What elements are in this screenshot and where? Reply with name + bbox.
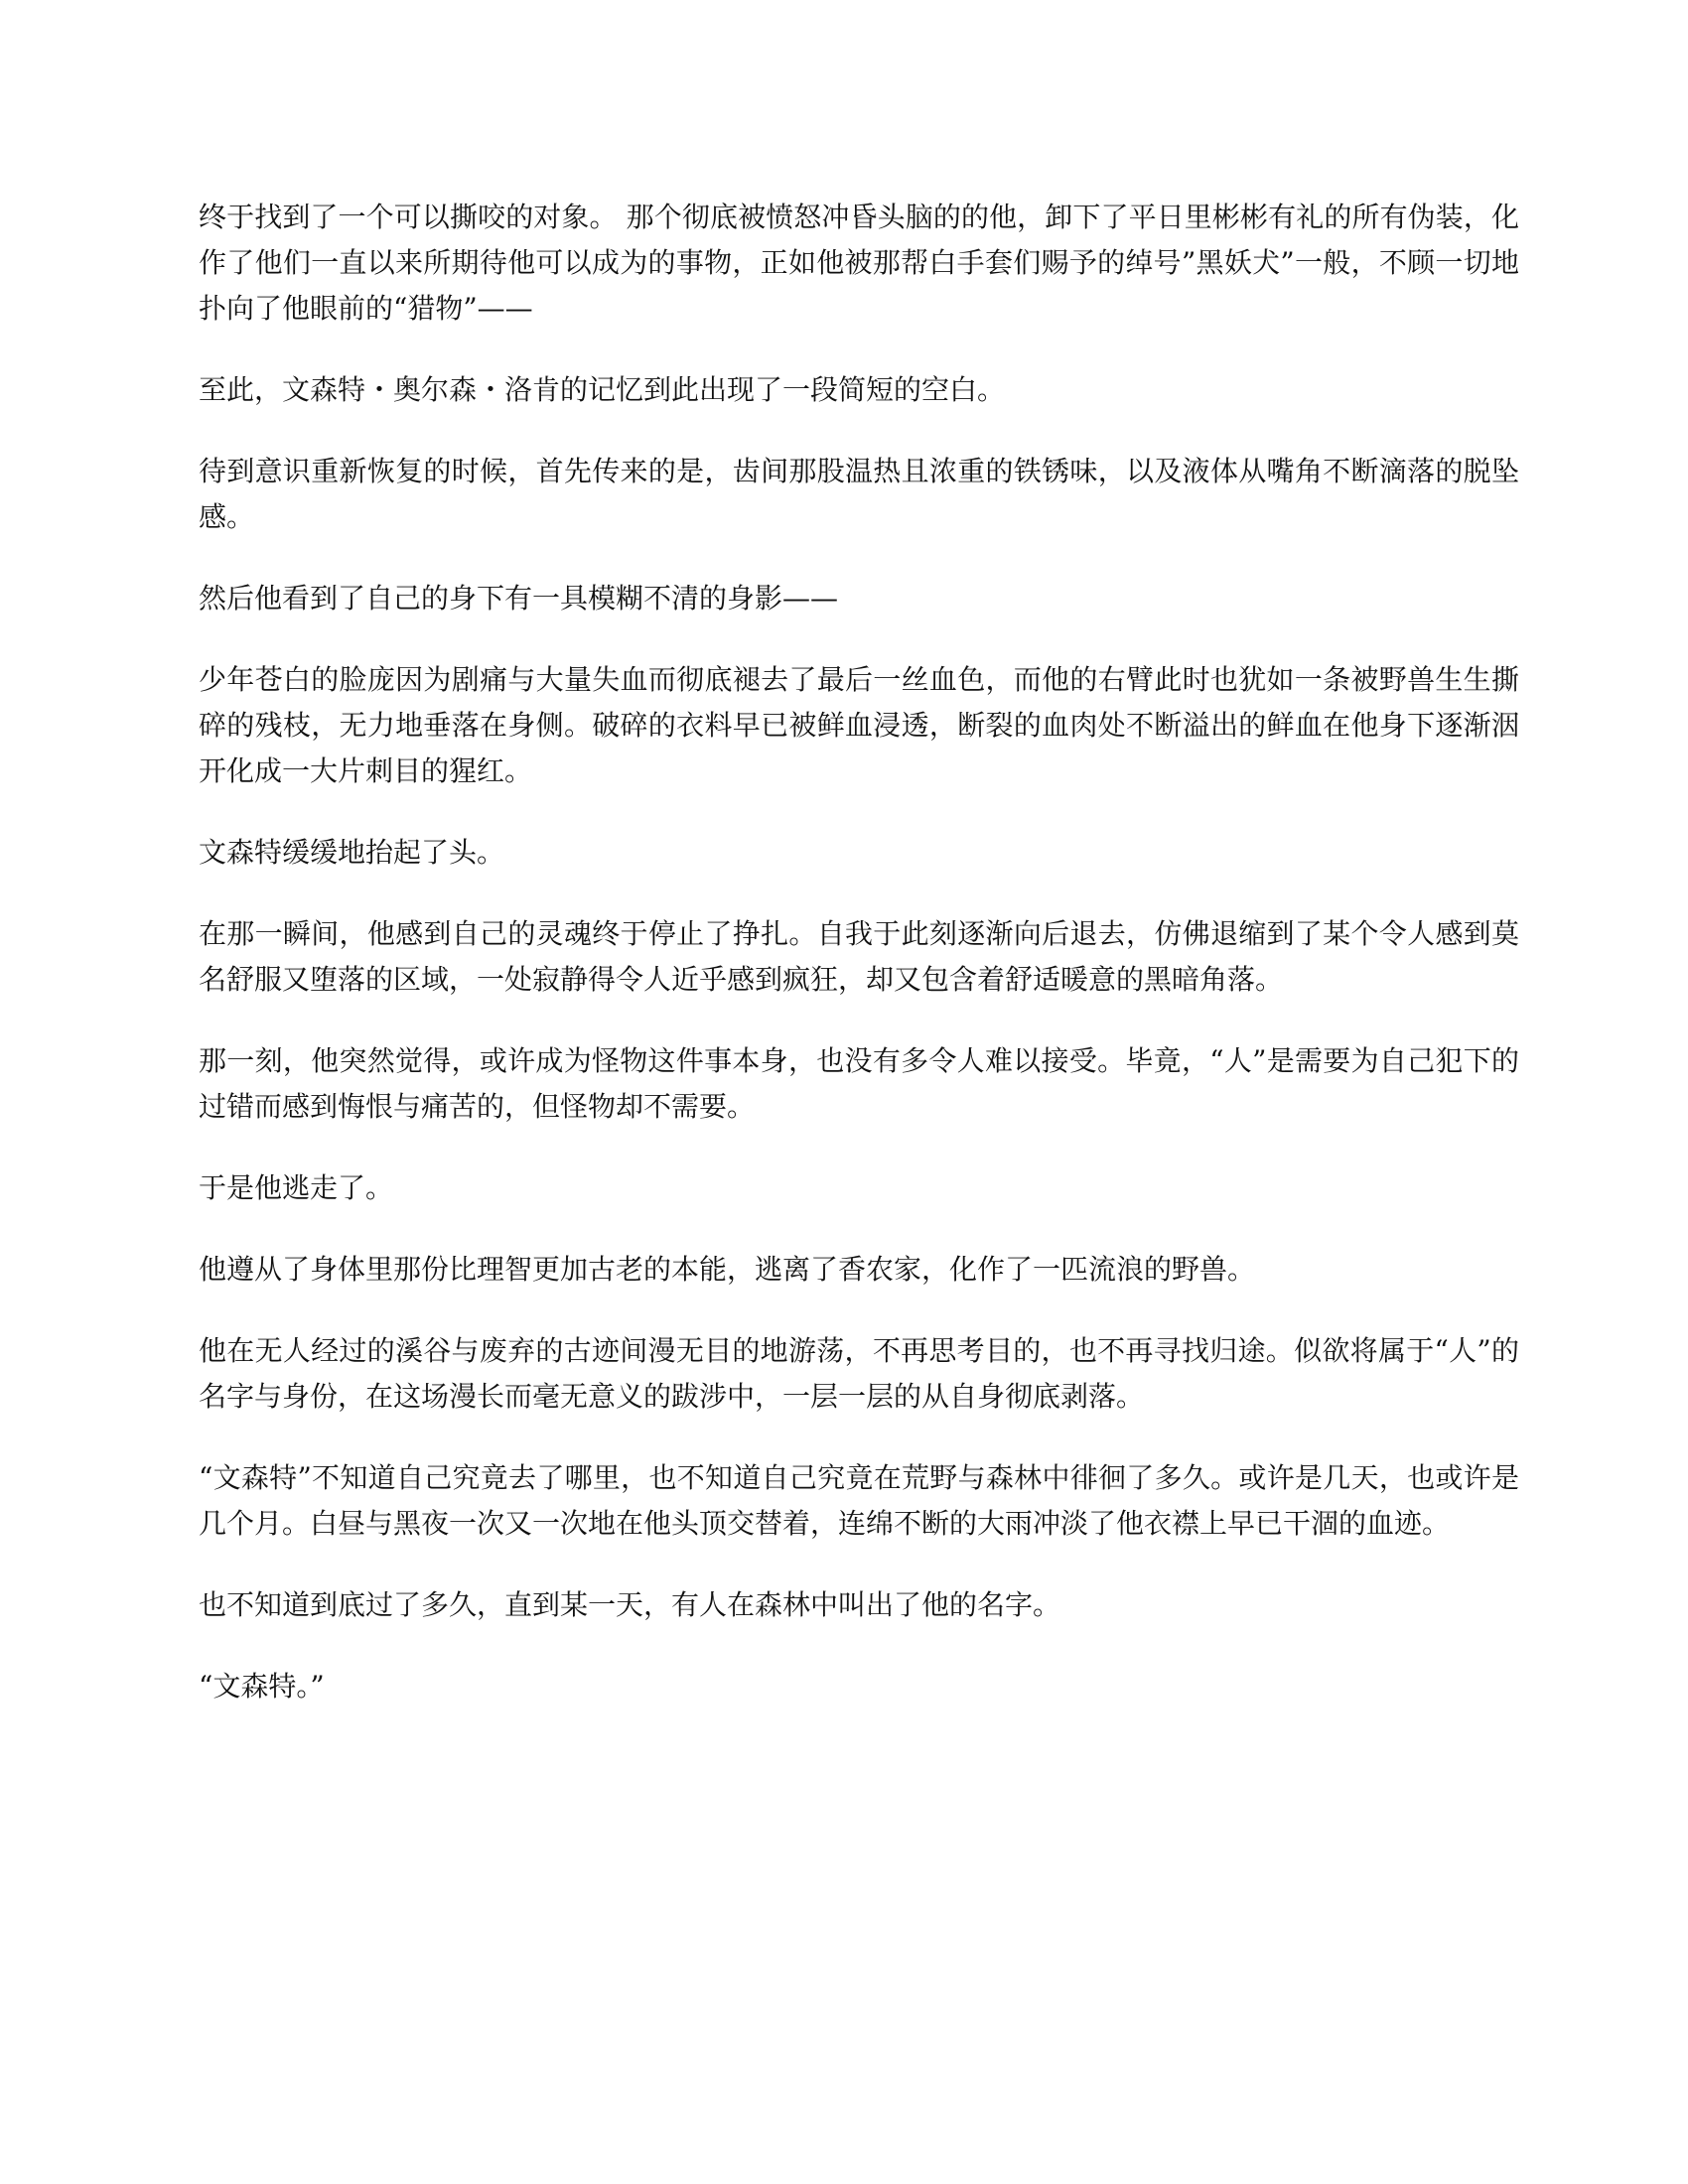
paragraph-5: 少年苍白的脸庞因为剧痛与大量失血而彻底褪去了最后一丝血色，而他的右臂此时也犹如一条被野兽生生撕碎的残枝，无力地垂落在身侧。破碎的衣料早已被鲜血浸透，断裂的血肉处不断溢出的鲜血在他身下逐渐洇开化成一大片刺目的猩红。 [199, 663, 1519, 787]
paragraph-14: “文森特。” [199, 1670, 325, 1703]
document-body [199, 195, 1519, 1745]
paragraph-1: 终于找到了一个可以撕咬的对象。 那个彻底被愤怒冲昏头脑的的他，卸下了平日里彬彬有礼的所有伪装，化作了他们一直以来所期待他可以成为的事物，正如他被那帮白手套们赐予的绰号”黑妖犬”一般，不顾一切地扑向了他眼前的“猎物”—— [199, 201, 1519, 325]
paragraph-7: 在那一瞬间，他感到自己的灵魂终于停止了挣扎。自我于此刻逐渐向后退去，仿佛退缩到了某个令人感到莫名舒服又堕落的区域，一处寂静得令人近乎感到疯狂，却又包含着舒适暖意的黑暗角落。 [199, 917, 1519, 996]
paragraph-2: 至此，文森特・奥尔森・洛肯的记忆到此出现了一段简短的空白。 [199, 373, 1006, 406]
paragraph-12: “文森特”不知道自己究竟去了哪里，也不知道自己究竟在荒野与森林中徘徊了多久。或许是几天，也或许是几个月。白昼与黑夜一次又一次地在他头顶交替着，连绵不断的大雨冲淡了他衣襟上早已干涸的血迹。 [199, 1461, 1519, 1540]
paragraph-9: 于是他逃走了。 [199, 1171, 394, 1204]
paragraph-13: 也不知道到底过了多久，直到某一天，有人在森林中叫出了他的名字。 [199, 1588, 1061, 1621]
paragraph-11: 他在无人经过的溪谷与废弃的古迹间漫无目的地游荡，不再思考目的，也不再寻找归途。似欲将属于“人”的名字与身份，在这场漫长而毫无意义的跋涉中，一层一层的从自身彻底剥落。 [199, 1334, 1519, 1413]
paragraph-6: 文森特缓缓地抬起了头。 [199, 836, 505, 869]
paragraph-8: 那一刻，他突然觉得，或许成为怪物这件事本身，也没有多令人难以接受。毕竟，“人”是需要为自己犯下的过错而感到悔恨与痛苦的，但怪物却不需要。 [199, 1044, 1519, 1123]
paragraph-3: 待到意识重新恢复的时候，首先传来的是，齿间那股温热且浓重的铁锈味，以及液体从嘴角不断滴落的脱坠感。 [199, 455, 1519, 533]
paragraph-4: 然后他看到了自己的身下有一具模糊不清的身影—— [199, 582, 839, 614]
paragraph-10: 他遵从了身体里那份比理智更加古老的本能，逃离了香农家，化作了一匹流浪的野兽。 [199, 1253, 1256, 1286]
